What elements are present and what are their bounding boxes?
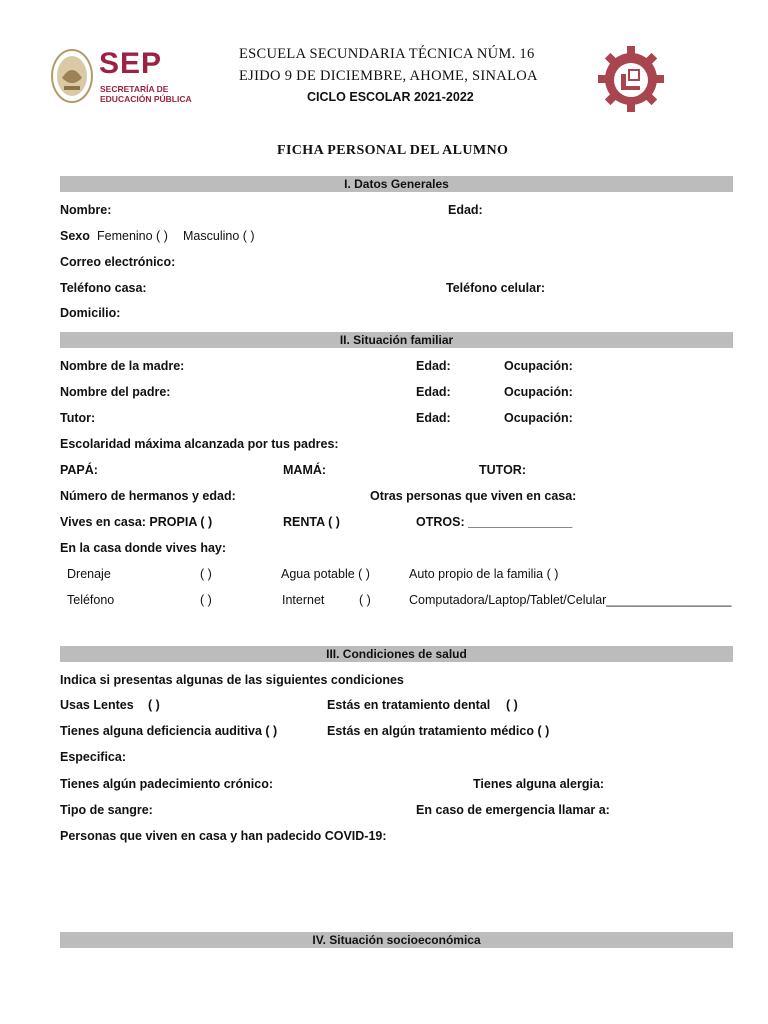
label-papa: PAPÁ: xyxy=(60,463,98,477)
sep-logo: SEP xyxy=(99,47,163,80)
form-title: FICHA PERSONAL DEL ALUMNO xyxy=(277,143,509,158)
label-tutor: Tutor: xyxy=(60,411,96,425)
school-gear-icon xyxy=(596,44,666,114)
school-name: ESCUELA SECUNDARIA TÉCNICA NÚM. 16 xyxy=(239,46,535,62)
checkbox-lentes[interactable]: ( ) xyxy=(148,698,160,712)
checkbox-dental[interactable]: ( ) xyxy=(506,698,518,712)
checkbox-agua-potable[interactable]: Agua potable ( ) xyxy=(281,567,370,581)
label-lentes: Usas Lentes xyxy=(60,698,134,712)
label-edad: Edad: xyxy=(448,203,483,217)
label-madre-edad: Edad: xyxy=(416,359,451,373)
option-masculino[interactable]: Masculino ( ) xyxy=(183,229,255,243)
option-casa-otros[interactable]: OTROS: _______________ xyxy=(416,515,573,529)
option-casa-propia[interactable]: Vives en casa: PROPIA ( ) xyxy=(60,515,213,529)
sep-subtitle-1: SECRETARÍA DE xyxy=(100,84,169,94)
sep-subtitle-2: EDUCACIÓN PÚBLICA xyxy=(100,94,192,104)
label-internet: Internet xyxy=(282,593,325,607)
checkbox-medico[interactable]: Estás en algún tratamiento médico ( ) xyxy=(327,724,550,738)
label-madre-ocupacion: Ocupación: xyxy=(504,359,573,373)
option-casa-renta[interactable]: RENTA ( ) xyxy=(283,515,340,529)
label-tutor-ocupacion: Ocupación: xyxy=(504,411,573,425)
checkbox-telefono[interactable]: ( ) xyxy=(200,593,212,607)
label-mama: MAMÁ: xyxy=(283,463,327,477)
label-correo: Correo electrónico: xyxy=(60,255,176,269)
label-padre: Nombre del padre: xyxy=(60,385,171,399)
label-padre-ocupacion: Ocupación: xyxy=(504,385,573,399)
label-tutor-caps: TUTOR: xyxy=(479,463,526,477)
label-nombre: Nombre: xyxy=(60,203,112,217)
section-4-header: IV. Situación socioeconómica xyxy=(60,932,733,948)
label-escolaridad: Escolaridad máxima alcanzada por tus padres: xyxy=(60,437,339,451)
label-telefono-celular: Teléfono celular: xyxy=(446,281,546,295)
label-domicilio: Domicilio: xyxy=(60,306,121,320)
school-location: EJIDO 9 DE DICIEMBRE, AHOME, SINALOA xyxy=(239,68,538,84)
checkbox-drenaje[interactable]: ( ) xyxy=(200,567,212,581)
label-sangre: Tipo de sangre: xyxy=(60,803,153,817)
school-cycle: CICLO ESCOLAR 2021-2022 xyxy=(307,90,474,104)
label-padre-edad: Edad: xyxy=(416,385,451,399)
label-otras-personas: Otras personas que viven en casa: xyxy=(370,489,577,503)
label-especifica: Especifica: xyxy=(60,750,127,764)
field-computadora[interactable]: Computadora/Laptop/Tablet/Celular__________________ xyxy=(409,593,732,607)
label-cronico: Tienes algún padecimiento crónico: xyxy=(60,777,274,791)
label-madre: Nombre de la madre: xyxy=(60,359,185,373)
section-2-header: II. Situación familiar xyxy=(60,332,733,348)
section-3-header: III. Condiciones de salud xyxy=(60,646,733,662)
label-casa-hay: En la casa donde vives hay: xyxy=(60,541,227,555)
label-covid: Personas que viven en casa y han padecido COVID-19: xyxy=(60,829,387,843)
label-drenaje: Drenaje xyxy=(67,567,111,581)
section-1-header: I. Datos Generales xyxy=(60,176,733,192)
label-hermanos: Número de hermanos y edad: xyxy=(60,489,236,503)
label-telefono-casa: Teléfono casa: xyxy=(60,281,147,295)
checkbox-auto[interactable]: Auto propio de la familia ( ) xyxy=(409,567,559,581)
mexico-seal-icon xyxy=(50,48,94,104)
label-dental: Estás en tratamiento dental xyxy=(327,698,491,712)
label-emergencia: En caso de emergencia llamar a: xyxy=(416,803,610,817)
checkbox-internet[interactable]: ( ) xyxy=(359,593,371,607)
label-alergia: Tienes alguna alergia: xyxy=(473,777,605,791)
label-tutor-edad: Edad: xyxy=(416,411,451,425)
checkbox-auditiva[interactable]: Tienes alguna deficiencia auditiva ( ) xyxy=(60,724,278,738)
label-indica: Indica si presentas algunas de las siguientes condiciones xyxy=(60,673,404,687)
label-telefono: Teléfono xyxy=(67,593,115,607)
label-sexo: Sexo xyxy=(60,229,90,243)
option-femenino[interactable]: Femenino ( ) xyxy=(97,229,168,243)
